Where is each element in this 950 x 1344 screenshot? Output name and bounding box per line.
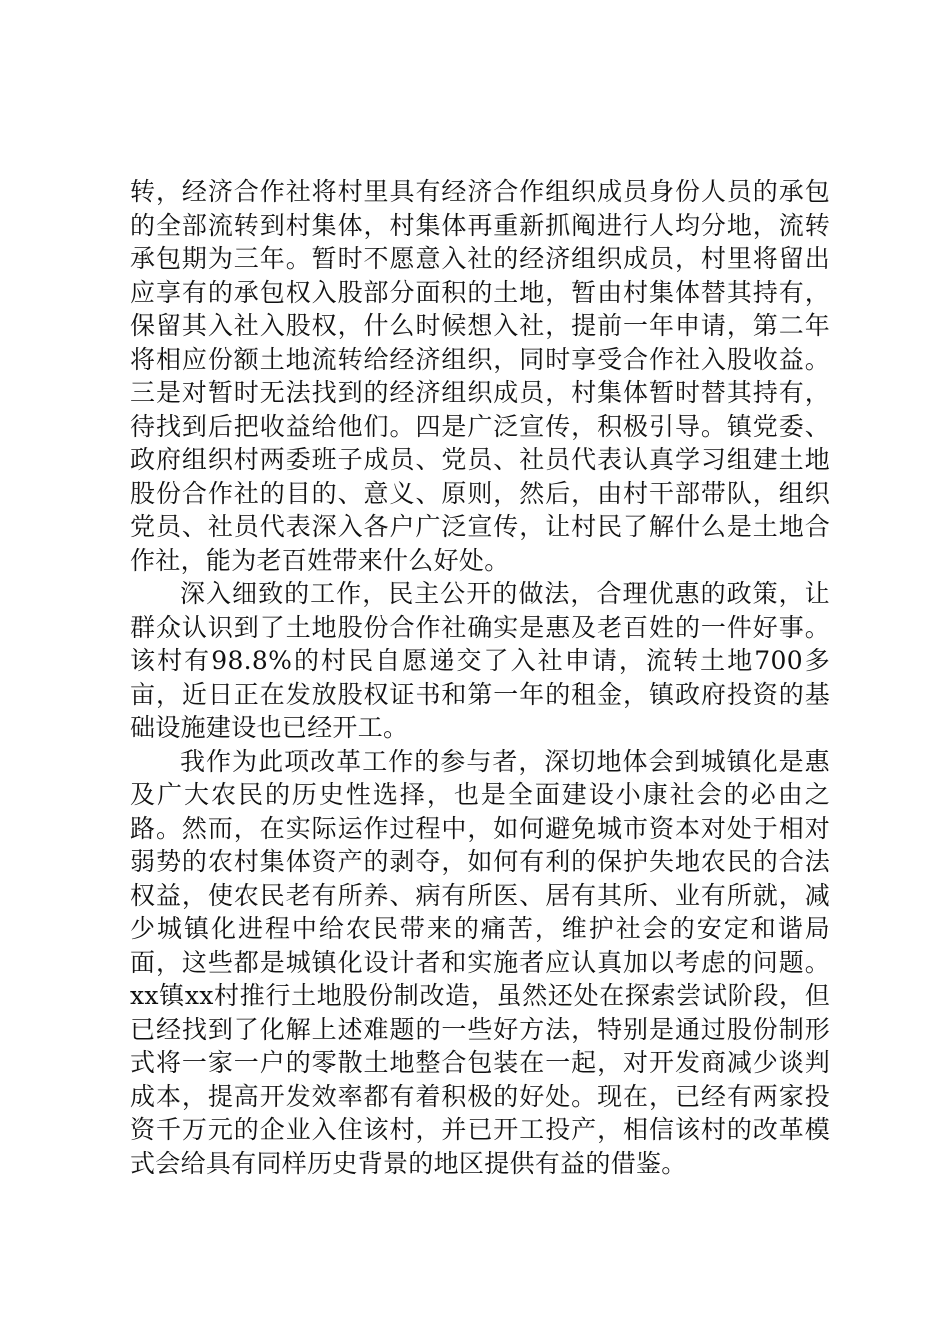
paragraph-continuation: 转，经济合作社将村里具有经济合作组织成员身份人员的承包的全部流转到村集体，村集体再重新抓阄进行人均分地，流转承包期为三年。暂时不愿意入社的经济组织成员，村里将留出应享有的承包权入股部分面积的土地，暂由村集体替其持有，保留其入社入股权，什么时候想入社，提前一年申请，第二年将相应份额土地流转给经济组织，同时享受合作社入股收益。三是对暂时无法找到的经济组织成员，村集体暂时替其持有，待找到后把收益给他们。四是广泛宣传，积极引导。镇党委、政府组织村两委班子成员、党员、社员代表认真学习组建土地股份合作社的目的、意义、原则，然后，由村干部带队，组织党员、社员代表深入各户广泛宣传，让村民了解什么是土地合作社，能为老百姓带来什么好处。	[130, 177, 830, 575]
paragraph-reflection: 我作为此项改革工作的参与者，深切地体会到城镇化是惠及广大农民的历史性选择，也是全面建设小康社会的必由之路。然而，在实际运作过程中，如何避免城市资本对处于相对弱势的农村集体资产的剥夺，如何有利的保护失地农民的合法权益，使农民老有所养、病有所医、居有其所、业有所就，减少城镇化进程中给农民带来的痛苦，维护社会的安定和谐局面，这些都是城镇化设计者和实施者应认真加以考虑的问题。xx镇xx村推行土地股份制改造，虽然还处在探索尝试阶段，但已经找到了化解上述难题的一些好方法，特别是通过股份制形式将一家一户的零散土地整合包装在一起，对开发商减少谈判成本，提高开发效率都有着积极的好处。现在，已经有两家投资千万元的企业入住该村，并已开工投产，相信该村的改革模式会给具有同样历史背景的地区提供有益的借鉴。	[130, 746, 830, 1178]
document-body	[130, 175, 830, 1180]
paragraph-results: 深入细致的工作，民主公开的做法，合理优惠的政策，让群众认识到了土地股份合作社确实是惠及老百姓的一件好事。该村有98.8%的村民自愿递交了入社申请，流转土地700多亩，近日正在发放股权证书和第一年的租金，镇政府投资的基础设施建设也已经开工。	[130, 579, 830, 742]
